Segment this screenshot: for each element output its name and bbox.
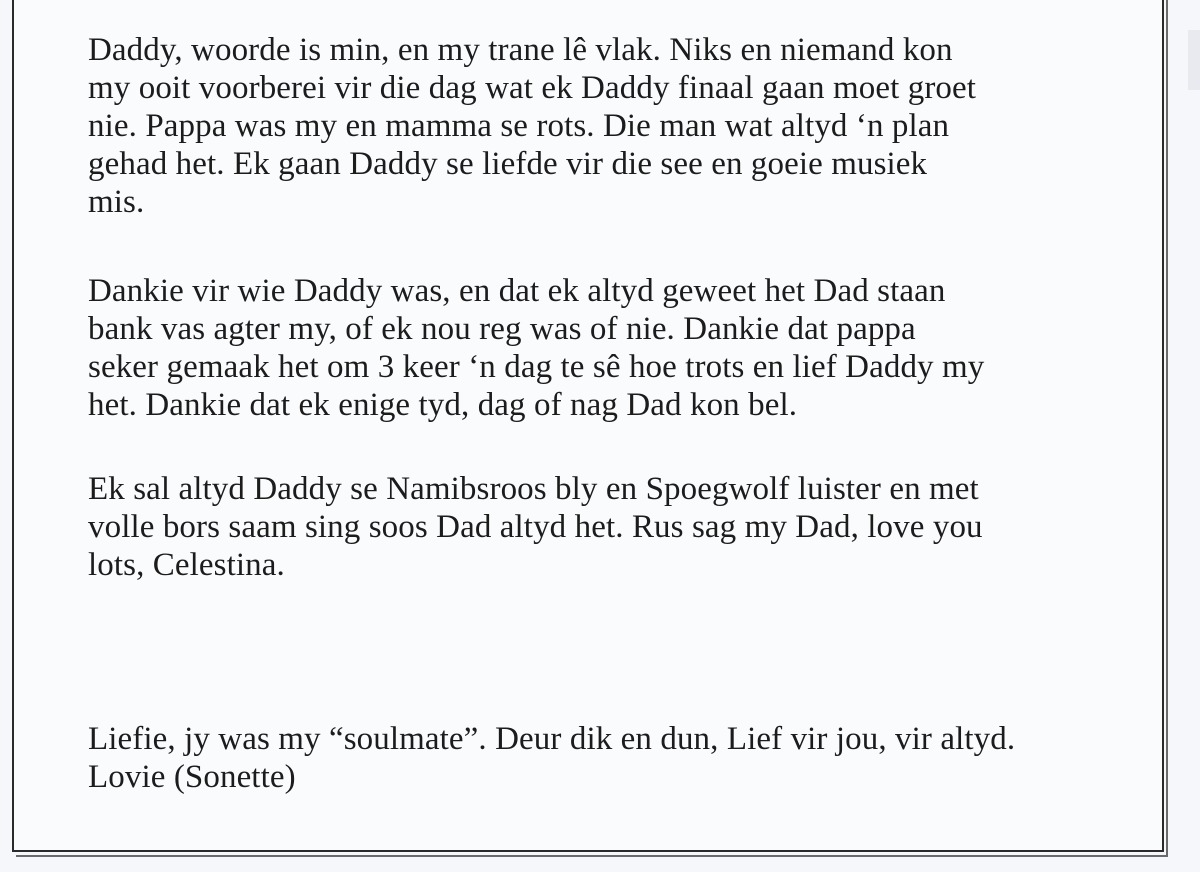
text-line: Daddy, woorde is min, en my trane lê vlak. Niks en niemand kon — [88, 32, 953, 68]
text-line: gehad het. Ek gaan Daddy se liefde vir die see en goeie musiek — [88, 146, 928, 182]
text-line: volle bors saam sing soos Dad altyd het. Rus sag my Dad, love you — [88, 509, 983, 545]
text-line: Dankie vir wie Daddy was, en dat ek altyd geweet het Dad staan — [88, 273, 946, 309]
tribute-paragraph-sonette — [88, 720, 1138, 796]
text-line: nie. Pappa was my en mamma se rots. Die man wat altyd ‘n plan — [88, 108, 950, 144]
text-line: het. Dankie dat ek enige tyd, dag of nag Dad kon bel. — [88, 387, 798, 423]
page-edge — [1188, 30, 1200, 90]
tribute-paragraph-celestina-1 — [88, 31, 1138, 221]
tribute-paragraph-celestina-2 — [88, 272, 1138, 424]
tribute-paragraph-celestina-3 — [88, 470, 1138, 584]
text-line: Lovie (Sonette) — [88, 759, 296, 795]
text-line: lots, Celestina. — [88, 547, 285, 583]
text-line: bank vas agter my, of ek nou reg was of nie. Dankie dat pappa — [88, 311, 916, 347]
frame-right-border — [1166, 0, 1168, 857]
text-line: my ooit voorberei vir die dag wat ek Daddy finaal gaan moet groet — [88, 70, 977, 106]
text-line: Ek sal altyd Daddy se Namibsroos bly en Spoegwolf luister en met — [88, 471, 979, 507]
text-line: seker gemaak het om 3 keer ‘n dag te sê hoe trots en lief Daddy my — [88, 349, 985, 385]
frame-bottom-border — [16, 855, 1168, 857]
text-line: Liefie, jy was my “soulmate”. Deur dik en dun, Lief vir jou, vir altyd. — [88, 721, 1016, 757]
text-line: mis. — [88, 184, 145, 220]
